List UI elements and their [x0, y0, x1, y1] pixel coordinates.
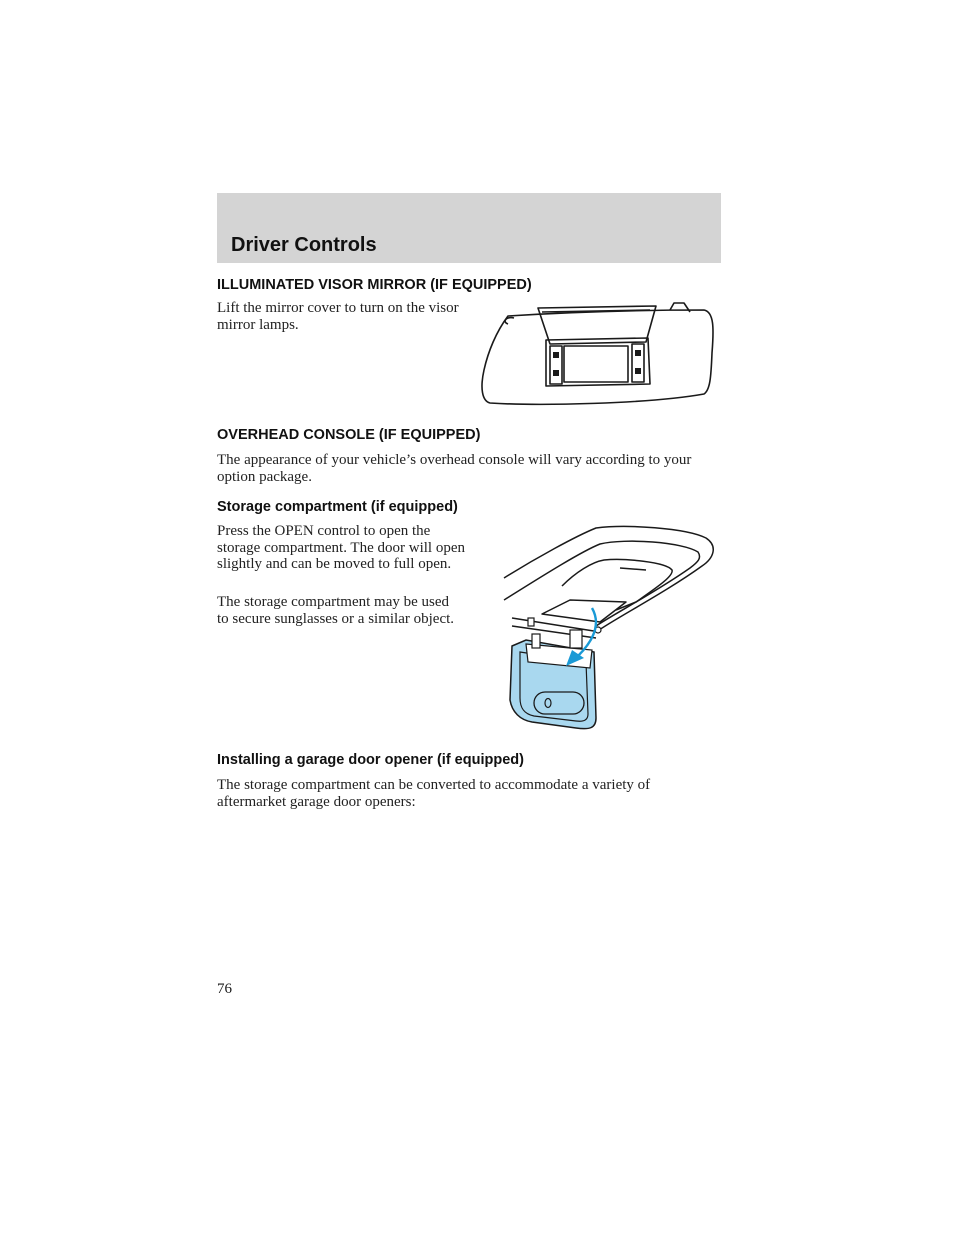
- section-title: Driver Controls: [231, 234, 377, 256]
- visor-mirror-text: Lift the mirror cover to turn on the visor mirror lamps.: [217, 300, 459, 333]
- garage-opener-heading: Installing a garage door opener (if equipped): [217, 752, 524, 768]
- garage-opener-text: The storage compartment can be converted to accommodate a variety of aftermarket garage door openers:: [217, 777, 651, 810]
- overhead-console-text: The appearance of your vehicle’s overhead console will vary according to your option package.: [217, 452, 692, 485]
- storage-compartment-text-1: Press the OPEN control to open the storage compartment. The door will open slightly and can be moved to full open.: [217, 523, 465, 572]
- storage-compartment-text-2: The storage compartment may be used to secure sunglasses or a similar object.: [217, 594, 455, 627]
- visor-mirror-illustration: [478, 298, 718, 408]
- storage-compartment-heading: Storage compartment (if equipped): [217, 499, 458, 515]
- visor-mirror-heading: ILLUMINATED VISOR MIRROR (IF EQUIPPED): [217, 277, 532, 293]
- page-number: 76: [217, 981, 232, 997]
- section-header-band: [217, 193, 721, 263]
- storage-compartment-illustration: [496, 522, 718, 730]
- overhead-console-heading: OVERHEAD CONSOLE (IF EQUIPPED): [217, 427, 481, 443]
